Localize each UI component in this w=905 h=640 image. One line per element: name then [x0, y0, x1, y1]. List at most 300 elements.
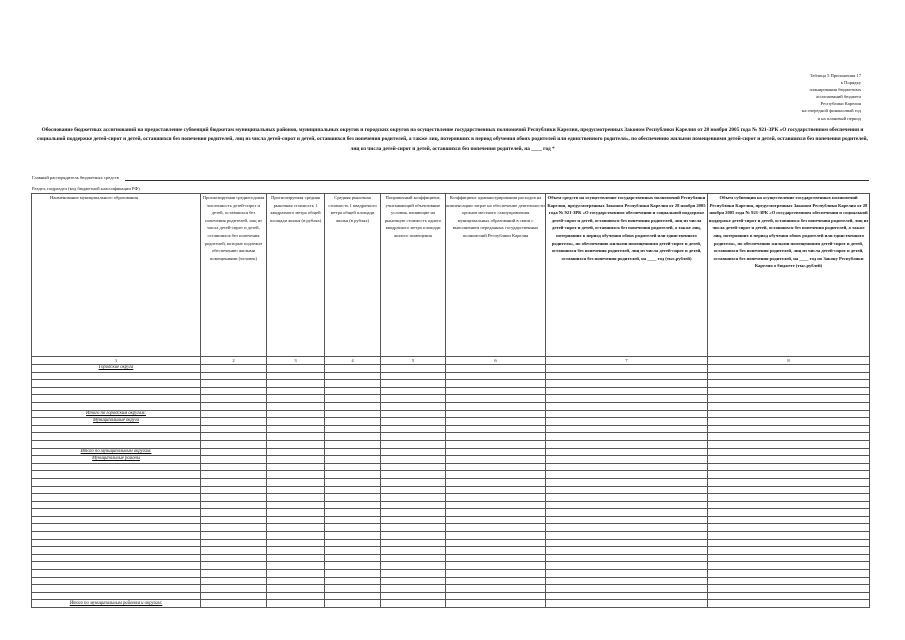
- row-label: Городские округа: [32, 365, 201, 373]
- header-right-line: Таблица 5 Приложения 17: [809, 73, 861, 78]
- table-cell: [446, 532, 546, 540]
- table-cell: [546, 554, 708, 562]
- table-cell: [381, 395, 446, 403]
- table-cell: [708, 524, 870, 532]
- table-cell: [546, 486, 708, 494]
- table-row: [32, 372, 870, 380]
- table-cell: [325, 532, 381, 540]
- table-cell: [546, 600, 708, 608]
- row-label: [32, 592, 201, 600]
- table-cell: [446, 478, 546, 486]
- table-row: [32, 440, 870, 448]
- column-header-subvention-volume: Объем субвенции на осуществление государственных полномочий Республики Карелия, предусмотренных Законом Республики Карелия от 28 ноября 2005 года № 921-ЗРК «О государственном обеспечении и социальной поддержке детей-сирот и детей, оставшихся без попечения родителей, лиц из числа детей-сирот и детей, оставшихся без попечения родителей, а также лиц, потерявших в период обучения обоих родителей или единственного родителя», по обеспечению жилыми помещениями детей-сирот и детей, оставшихся без попечения родителей, лиц из числа детей-сирот и детей, оставшихся без попечения родителей, на ____ год по Закону Республики Карелия о бюджете (тыс.рублей): [708, 194, 870, 357]
- row-label: [32, 516, 201, 524]
- table-cell: [708, 418, 870, 426]
- table-cell: [325, 456, 381, 464]
- table-cell: [201, 372, 267, 380]
- table-cell: [201, 410, 267, 418]
- table-cell: [201, 440, 267, 448]
- table-cell: [546, 425, 708, 433]
- table-cell: [708, 395, 870, 403]
- table-cell: [546, 494, 708, 502]
- table-cell: [446, 592, 546, 600]
- row-label: [32, 425, 201, 433]
- table-cell: [546, 471, 708, 479]
- row-label: [32, 577, 201, 585]
- table-cell: [446, 547, 546, 555]
- table-cell: [546, 365, 708, 373]
- table-cell: [267, 494, 325, 502]
- row-label: [32, 494, 201, 502]
- table-cell: [708, 387, 870, 395]
- table-cell: [381, 524, 446, 532]
- table-cell: [201, 448, 267, 456]
- row-label: [32, 471, 201, 479]
- table-cell: [267, 524, 325, 532]
- table-cell: [446, 463, 546, 471]
- table-cell: [546, 372, 708, 380]
- table-row: [32, 516, 870, 524]
- table-cell: [325, 372, 381, 380]
- table-cell: [708, 501, 870, 509]
- table-cell: [708, 554, 870, 562]
- column-number: 4: [325, 357, 381, 365]
- table-cell: [708, 448, 870, 456]
- table-cell: [201, 365, 267, 373]
- table-cell: [325, 592, 381, 600]
- table-cell: [267, 592, 325, 600]
- table-row: [32, 463, 870, 471]
- table-cell: [546, 547, 708, 555]
- table-cell: [201, 524, 267, 532]
- table-cell: [325, 425, 381, 433]
- table-cell: [708, 380, 870, 388]
- table-cell: [201, 592, 267, 600]
- table-cell: [381, 418, 446, 426]
- table-cell: [381, 471, 446, 479]
- table-cell: [708, 486, 870, 494]
- table-cell: [325, 478, 381, 486]
- table-cell: [381, 486, 446, 494]
- table-cell: [325, 516, 381, 524]
- table-cell: [325, 486, 381, 494]
- table-row: [32, 478, 870, 486]
- table-row: [32, 494, 870, 502]
- table-row: [32, 585, 870, 593]
- table-cell: [446, 554, 546, 562]
- table-cell: [708, 539, 870, 547]
- row-label: [32, 509, 201, 517]
- table-cell: [381, 539, 446, 547]
- table-cell: [201, 425, 267, 433]
- table-row: [32, 539, 870, 547]
- table-row: [32, 433, 870, 441]
- table-cell: [446, 600, 546, 608]
- table-cell: [381, 380, 446, 388]
- table-cell: [708, 440, 870, 448]
- main-manager-line: [125, 180, 869, 181]
- header-right-line: к Порядку: [840, 80, 861, 86]
- table-cell: [325, 562, 381, 570]
- table-cell: [546, 448, 708, 456]
- table-cell: [325, 395, 381, 403]
- table-cell: [381, 494, 446, 502]
- table-cell: [267, 448, 325, 456]
- table-row: [32, 524, 870, 532]
- table-cell: [446, 585, 546, 593]
- row-label: [32, 547, 201, 555]
- table-cell: [446, 524, 546, 532]
- table-cell: [546, 539, 708, 547]
- column-number: 8: [708, 357, 870, 365]
- column-number: 6: [446, 357, 546, 365]
- table-row: [32, 456, 870, 464]
- table-body: [32, 357, 870, 608]
- table-cell: [546, 410, 708, 418]
- table-row: [32, 562, 870, 570]
- table-cell: [381, 547, 446, 555]
- table-cell: [546, 516, 708, 524]
- table-cell: [201, 516, 267, 524]
- table-cell: [446, 577, 546, 585]
- column-header-admin-coefficient: Коэффициент администрирования расходов на компенсацию затрат на обеспечение деятельности органов местного самоуправления муниципальных образований в связи с выполнением переданных государственных полномочий Республики Карелия: [446, 194, 546, 357]
- column-header-correction-coefficient: Поправочный коэффициент, учитывающий объективные условия, влияющие на рыночную стоимость одного квадратного метра площади жилого помещения: [381, 194, 446, 357]
- table-cell: [446, 387, 546, 395]
- table-cell: [446, 562, 546, 570]
- table-cell: [708, 494, 870, 502]
- table-cell: [201, 395, 267, 403]
- budget-table: [31, 193, 870, 608]
- table-cell: [708, 372, 870, 380]
- table-cell: [201, 539, 267, 547]
- column-header-forecast-price: Прогнозируемая средняя рыночная стоимость 1 квадратного метра общей площади жилья (в рублях): [267, 194, 325, 357]
- table-cell: [446, 425, 546, 433]
- table-cell: [708, 471, 870, 479]
- table-cell: [446, 539, 546, 547]
- table-cell: [708, 547, 870, 555]
- table-row: [32, 471, 870, 479]
- table-cell: [546, 585, 708, 593]
- table-cell: [267, 471, 325, 479]
- table-row: [32, 600, 870, 608]
- table-cell: [267, 478, 325, 486]
- table-cell: [446, 402, 546, 410]
- header-right-line: на очередной финансовый год: [801, 108, 861, 114]
- table-row: [32, 592, 870, 600]
- table-cell: [708, 600, 870, 608]
- table-cell: [546, 463, 708, 471]
- table-cell: [325, 509, 381, 517]
- table-cell: [267, 380, 325, 388]
- table-cell: [325, 494, 381, 502]
- table-cell: [325, 471, 381, 479]
- table-cell: [325, 600, 381, 608]
- table-cell: [446, 418, 546, 426]
- table-cell: [201, 554, 267, 562]
- row-label: [32, 433, 201, 441]
- table-cell: [546, 402, 708, 410]
- table-cell: [446, 494, 546, 502]
- table-cell: [267, 516, 325, 524]
- row-label: Муниципальные округа: [32, 418, 201, 426]
- row-label: [32, 554, 201, 562]
- table-row: [32, 402, 870, 410]
- row-label: [32, 524, 201, 532]
- table-cell: [201, 585, 267, 593]
- table-cell: [546, 456, 708, 464]
- table-cell: [201, 456, 267, 464]
- table-cell: [267, 554, 325, 562]
- table-cell: [381, 478, 446, 486]
- table-cell: [446, 380, 546, 388]
- table-cell: [325, 501, 381, 509]
- table-cell: [267, 562, 325, 570]
- table-cell: [446, 433, 546, 441]
- table-cell: [201, 577, 267, 585]
- table-cell: [201, 471, 267, 479]
- table-cell: [201, 532, 267, 540]
- column-number: 5: [381, 357, 446, 365]
- table-cell: [201, 402, 267, 410]
- table-cell: [201, 478, 267, 486]
- column-number: 3: [267, 357, 325, 365]
- table-cell: [546, 532, 708, 540]
- table-cell: [708, 433, 870, 441]
- table-cell: [267, 433, 325, 441]
- table-cell: [325, 547, 381, 555]
- table-cell: [446, 372, 546, 380]
- main-manager-label: Главный распорядитель бюджетных средств: [32, 175, 119, 180]
- table-cell: [546, 524, 708, 532]
- column-numbers-row: [32, 357, 870, 365]
- table-cell: [325, 585, 381, 593]
- table-cell: [708, 532, 870, 540]
- table-cell: [325, 554, 381, 562]
- column-header-average-price: Средняя рыночная стоимость 1 квадратного метра общей площади жилья (в рублях): [325, 194, 381, 357]
- table-cell: [325, 365, 381, 373]
- document-title: Обоснование бюджетных ассигнований на предоставление субвенций бюджетам муниципальных районов, муниципальных округов и городских округов на осуществление государственных полномочий Республики Карелия, предусмотренных Законом Республики Карелия от 28 ноября 2005 года № 921-ЗРК «О государственном обеспечении и социальной поддержке детей-сирот и детей, оставшихся без попечения родителей, лиц из числа детей-сирот и детей, оставшихся без попечения родителей, а также лиц, потерявших в период обучения обоих родителей или единственного родителя», по обеспечению жилыми помещениями детей-сирот и детей, оставшихся без попечения родителей, лиц из числа детей-сирот и детей, оставшихся без попечения родителей, на ____ год *: [37, 127, 868, 152]
- table-cell: [267, 372, 325, 380]
- table-row: [32, 577, 870, 585]
- table-cell: [546, 592, 708, 600]
- row-label: [32, 532, 201, 540]
- row-label: [32, 463, 201, 471]
- table-cell: [267, 410, 325, 418]
- table-row: [32, 365, 870, 373]
- table-cell: [381, 372, 446, 380]
- table-cell: [708, 425, 870, 433]
- table-cell: [267, 600, 325, 608]
- table-cell: [381, 402, 446, 410]
- table-cell: [381, 425, 446, 433]
- table-cell: [325, 448, 381, 456]
- row-label: [32, 585, 201, 593]
- table-cell: [546, 478, 708, 486]
- table-row: [32, 380, 870, 388]
- table-cell: [708, 570, 870, 578]
- table-cell: [381, 554, 446, 562]
- table-cell: [267, 509, 325, 517]
- table-cell: [267, 395, 325, 403]
- header-right-line: планирования бюджетных: [809, 87, 861, 93]
- table-cell: [446, 440, 546, 448]
- table-cell: [708, 516, 870, 524]
- table-row: [32, 532, 870, 540]
- table-cell: [381, 532, 446, 540]
- column-header-forecast-count: Прогнозируемая среднегодовая численность детей-сирот и детей, оставшихся без попечения родителей, лиц из числа детей-сирот и детей, оставшихся без попечения родителей, которые подлежат обеспечению жилыми помещениями (человек): [201, 194, 267, 357]
- table-cell: [267, 547, 325, 555]
- table-cell: [201, 570, 267, 578]
- table-cell: [381, 456, 446, 464]
- column-number: 2: [201, 357, 267, 365]
- table-cell: [381, 440, 446, 448]
- table-cell: [446, 509, 546, 517]
- row-label: Итого по городским округам:: [32, 410, 201, 418]
- table-cell: [325, 524, 381, 532]
- table-cell: [325, 380, 381, 388]
- table-row: [32, 410, 870, 418]
- table-cell: [267, 585, 325, 593]
- row-label: [32, 440, 201, 448]
- row-label: [32, 539, 201, 547]
- row-label: [32, 478, 201, 486]
- table-cell: [325, 570, 381, 578]
- table-cell: [267, 425, 325, 433]
- table-cell: [381, 410, 446, 418]
- table-cell: [325, 433, 381, 441]
- table-cell: [446, 448, 546, 456]
- table-cell: [267, 501, 325, 509]
- table-cell: [267, 539, 325, 547]
- table-row: [32, 448, 870, 456]
- table-cell: [267, 365, 325, 373]
- table-cell: [201, 501, 267, 509]
- table-cell: [267, 387, 325, 395]
- table-cell: [267, 418, 325, 426]
- table-cell: [325, 418, 381, 426]
- table-cell: [201, 486, 267, 494]
- table-cell: [446, 471, 546, 479]
- table-row: [32, 554, 870, 562]
- table-cell: [381, 600, 446, 608]
- table-row: [32, 509, 870, 517]
- table-cell: [325, 440, 381, 448]
- table-cell: [267, 456, 325, 464]
- column-number: 1: [32, 357, 201, 365]
- section-label: Раздел, подраздел (код бюджетной классификации РФ): [32, 186, 140, 191]
- table-cell: [708, 463, 870, 471]
- table-cell: [546, 380, 708, 388]
- header-right-line: и на плановый период: [817, 115, 861, 121]
- row-label: Итого по муниципальным районам и округам:: [32, 600, 201, 608]
- table-cell: [201, 463, 267, 471]
- table-cell: [446, 486, 546, 494]
- table-cell: [201, 418, 267, 426]
- table-cell: [381, 570, 446, 578]
- table-cell: [267, 402, 325, 410]
- table-cell: [446, 395, 546, 403]
- table-row: [32, 570, 870, 578]
- table-cell: [446, 365, 546, 373]
- table-cell: [381, 387, 446, 395]
- table-cell: [201, 387, 267, 395]
- table-cell: [546, 577, 708, 585]
- row-label: [32, 486, 201, 494]
- table-cell: [325, 402, 381, 410]
- table-cell: [708, 592, 870, 600]
- row-label: Муниципальные районы: [32, 456, 201, 464]
- table-cell: [446, 410, 546, 418]
- row-label: [32, 570, 201, 578]
- table-cell: [267, 570, 325, 578]
- table-cell: [381, 509, 446, 517]
- table-row: [32, 486, 870, 494]
- row-label: [32, 372, 201, 380]
- table-cell: [708, 365, 870, 373]
- row-label: [32, 562, 201, 570]
- table-cell: [708, 478, 870, 486]
- table-cell: [708, 402, 870, 410]
- table-cell: [201, 433, 267, 441]
- table-cell: [325, 463, 381, 471]
- table-cell: [708, 456, 870, 464]
- row-label: [32, 501, 201, 509]
- table-cell: [381, 501, 446, 509]
- table-cell: [446, 516, 546, 524]
- table-cell: [201, 562, 267, 570]
- table-cell: [325, 410, 381, 418]
- table-cell: [381, 448, 446, 456]
- row-label: [32, 387, 201, 395]
- table-row: [32, 425, 870, 433]
- table-cell: [267, 440, 325, 448]
- table-cell: [325, 577, 381, 585]
- table-cell: [708, 577, 870, 585]
- table-cell: [546, 395, 708, 403]
- table-cell: [546, 509, 708, 517]
- table-cell: [446, 501, 546, 509]
- table-cell: [381, 365, 446, 373]
- table-cell: [708, 410, 870, 418]
- table-cell: [381, 585, 446, 593]
- table-cell: [381, 516, 446, 524]
- table-cell: [267, 577, 325, 585]
- table-cell: [201, 600, 267, 608]
- table-cell: [546, 440, 708, 448]
- table-cell: [708, 585, 870, 593]
- row-label: [32, 395, 201, 403]
- table-cell: [201, 509, 267, 517]
- table-cell: [546, 501, 708, 509]
- table-cell: [446, 456, 546, 464]
- table-cell: [201, 494, 267, 502]
- table-row: [32, 387, 870, 395]
- table-row: [32, 547, 870, 555]
- table-cell: [325, 387, 381, 395]
- table-cell: [201, 547, 267, 555]
- header-right-block: [751, 72, 861, 122]
- column-header-funds-volume: Объем средств на осуществление государственных полномочий Республики Карелия, предусмотренных Законом Республики Карелия от 28 ноября 2005 года № 921-ЗРК «О государственном обеспечении и социальной поддержке детей-сирот и детей, оставшихся без попечения родителей, лиц из числа детей-сирот и детей, оставшихся без попечения родителей, а также лиц, потерявших в период обучения обоих родителей или единственного родителя», по обеспечению жилыми помещениями детей-сирот и детей, оставшихся без попечения родителей, лиц из числа детей-сирот и детей, оставшихся без попечения родителей, на ____ год (тыс.рублей): [546, 194, 708, 357]
- row-label: [32, 402, 201, 410]
- table-cell: [446, 570, 546, 578]
- header-right-line: Республики Карелия: [820, 101, 861, 107]
- table-cell: [381, 577, 446, 585]
- table-row: [32, 395, 870, 403]
- table-cell: [325, 539, 381, 547]
- table-row: [32, 418, 870, 426]
- table-cell: [267, 486, 325, 494]
- row-label: [32, 380, 201, 388]
